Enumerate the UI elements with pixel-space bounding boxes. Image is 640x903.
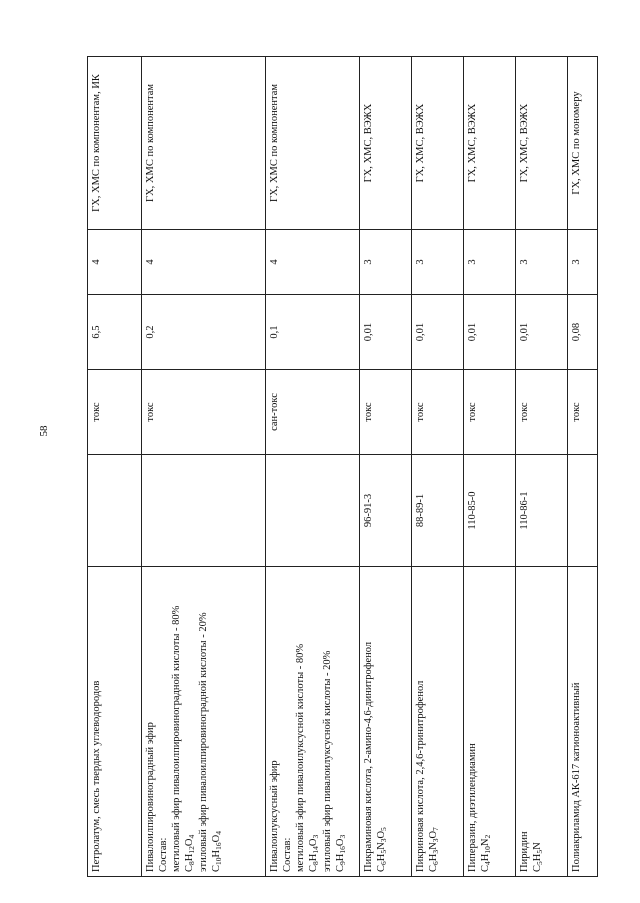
formula-subscript: 7 [431, 827, 441, 831]
formula-element: C [184, 864, 196, 872]
hazard-class-cell: 4 [266, 230, 360, 295]
chemical-formula [531, 571, 544, 872]
substance-name-line: Пикраминовая кислота, 2-амино-4,6-динитрофенол [363, 641, 374, 872]
formula-subscript: 3 [431, 849, 441, 854]
table-row [142, 57, 266, 877]
formula-subscript: 16 [213, 842, 223, 850]
hazard-class-cell: 4 [142, 230, 266, 295]
substance-name-cell [464, 567, 516, 877]
formula-subscript: 5 [535, 861, 545, 865]
analysis-method-cell: ГХ, ХМС по компонентам [266, 57, 360, 230]
formula-element: H [532, 853, 544, 862]
substance-name-line: Пивалоилуксусный эфир [269, 760, 280, 872]
cas-number-cell: 110-86-1 [516, 455, 568, 567]
hazard-indicator-cell: токс [88, 370, 142, 455]
cas-number-cell: 88-89-1 [412, 455, 464, 567]
chemical-formula [307, 571, 320, 872]
hazard-class-cell: 3 [464, 230, 516, 295]
substance-name-line: Состав: [282, 837, 294, 872]
cas-number-cell [88, 455, 142, 567]
hazard-indicator-cell: токс [142, 370, 266, 455]
limit-value-cell: 6,5 [88, 295, 142, 370]
formula-element: C [480, 864, 492, 872]
formula-subscript: 14 [311, 846, 321, 854]
substance-name-line: Пивалоилпировиноградный эфир [145, 722, 156, 872]
cas-number-cell [568, 455, 598, 567]
formula-subscript: 3 [431, 838, 441, 843]
formula-subscript: 6 [431, 861, 441, 865]
hazard-indicator-cell: токс [464, 370, 516, 455]
formula-element: O [184, 838, 196, 847]
hazard-indicator-cell: токс [412, 370, 464, 455]
substance-name-cell [88, 567, 142, 877]
formula-element: C [376, 864, 388, 872]
formula-subscript: 3 [311, 834, 321, 839]
table-row [360, 57, 412, 877]
limit-value-cell: 0,01 [412, 295, 464, 370]
substance-name-cell [568, 567, 598, 877]
hazard-class-cell: 3 [516, 230, 568, 295]
formula-subscript: 3 [337, 834, 347, 839]
formula-subscript: 5 [379, 849, 389, 854]
formula-element: N [428, 842, 440, 850]
analysis-method-cell: ГХ, ХМС по мономеру [568, 57, 598, 230]
analysis-method-cell: ГХ, ХМС, ВЭЖХ [464, 57, 516, 230]
formula-element: O [428, 830, 440, 839]
substance-name-line: этиловый эфир пивалоилпировиноградной кислоты - 20% [197, 612, 209, 872]
hazard-indicator-cell: токс [360, 370, 412, 455]
substance-name-line: Пиперазин, диэтилендиамин [467, 743, 478, 872]
limit-value-cell: 0,08 [568, 295, 598, 370]
formula-subscript: 4 [187, 834, 197, 839]
formula-element: H [334, 853, 346, 862]
hazard-indicator-cell: токс [516, 370, 568, 455]
chemical-formula [427, 571, 440, 872]
formula-subscript: 5 [379, 827, 389, 831]
formula-subscript: 16 [337, 846, 347, 854]
formula-element: H [376, 853, 388, 862]
formula-element: C [532, 864, 544, 872]
formula-element: H [184, 853, 196, 862]
table-row [266, 57, 360, 877]
chemical-formula [375, 571, 388, 872]
formula-element: H [480, 853, 492, 862]
formula-subscript: 12 [187, 846, 197, 854]
substance-name-line: Состав: [158, 837, 170, 872]
formula-element: N [480, 838, 492, 847]
limit-value-cell: 0,2 [142, 295, 266, 370]
substance-name-cell [142, 567, 266, 877]
table-row [412, 57, 464, 877]
substance-name-cell [266, 567, 360, 877]
substance-name-line: метиловый эфир пивалоилпировиноградной кислоты - 80% [171, 605, 183, 872]
substance-name-cell [516, 567, 568, 877]
cas-number-cell: 110-85-0 [464, 455, 516, 567]
substance-name-line: метиловый эфир пивалоилуксусной кислоты - 80% [295, 643, 307, 872]
chemical-formula [210, 571, 223, 872]
formula-subscript: 10 [213, 857, 223, 865]
formula-subscript: 9 [337, 861, 347, 865]
limit-value-cell: 0,01 [360, 295, 412, 370]
cas-number-cell [266, 455, 360, 567]
table-row [516, 57, 568, 877]
substance-name-line: Полиакриламид АК-617 катионоактивный [571, 682, 582, 872]
formula-subscript: 2 [483, 834, 493, 839]
formula-element: C [334, 864, 346, 872]
formula-element: O [308, 838, 320, 847]
hazard-class-cell: 3 [568, 230, 598, 295]
formula-element: C [308, 864, 320, 872]
hazard-indicator-cell: сан-токс [266, 370, 360, 455]
formula-subscript: 6 [379, 861, 389, 865]
formula-element: O [376, 830, 388, 839]
hazard-class-cell: 3 [360, 230, 412, 295]
formula-element: C [428, 864, 440, 872]
analysis-method-cell: ГХ, ХМС, ВЭЖХ [360, 57, 412, 230]
page-number: 58 [38, 425, 50, 437]
analysis-method-cell: ГХ, ХМС, ВЭЖХ [412, 57, 464, 230]
formula-subscript: 10 [483, 846, 493, 854]
formula-subscript: 8 [311, 861, 321, 865]
table-row [464, 57, 516, 877]
substance-name-line: Петролатум, смесь твердых углеводородов [91, 680, 102, 872]
formula-subscript: 5 [535, 849, 545, 854]
formula-element: H [428, 853, 440, 862]
limit-value-cell: 0,01 [516, 295, 568, 370]
table-row [568, 57, 598, 877]
formula-subscript: 4 [483, 861, 493, 865]
substance-name-line: Пикриновая кислота, 2,4,6-тринитрофенол [415, 680, 426, 872]
substance-name-cell [360, 567, 412, 877]
hazard-class-cell: 3 [412, 230, 464, 295]
formula-element: H [308, 853, 320, 862]
formula-element: C [210, 864, 222, 872]
formula-subscript: 3 [379, 838, 389, 843]
table-row [88, 57, 142, 877]
substance-name-cell [412, 567, 464, 877]
formula-subscript: 8 [187, 861, 197, 865]
formula-subscript: 4 [213, 831, 223, 835]
chemical-formula [334, 571, 347, 872]
chemical-formula [479, 571, 492, 872]
substance-name-line: этиловый эфир пивалоилуксусной кислоты - 20% [321, 650, 333, 872]
formula-element: H [210, 849, 222, 858]
hazard-indicator-cell: токс [568, 370, 598, 455]
analysis-method-cell: ГХ, ХМС по компонентам [142, 57, 266, 230]
formula-element: O [210, 834, 222, 843]
analysis-method-cell: ГХ, ХМС по компонентам, ИК [88, 57, 142, 230]
limit-value-cell: 0,01 [464, 295, 516, 370]
substances-table [87, 56, 598, 877]
cas-number-cell [142, 455, 266, 567]
formula-element: O [334, 838, 346, 847]
limit-value-cell: 0,1 [266, 295, 360, 370]
analysis-method-cell: ГХ, ХМС, ВЭЖХ [516, 57, 568, 230]
hazard-class-cell: 4 [88, 230, 142, 295]
substance-name-line: Пиридин [519, 831, 530, 872]
cas-number-cell: 96-91-3 [360, 455, 412, 567]
chemical-formula [183, 571, 196, 872]
formula-element: N [376, 842, 388, 850]
formula-element: N [532, 842, 544, 850]
rotated-table-wrapper [87, 57, 582, 877]
